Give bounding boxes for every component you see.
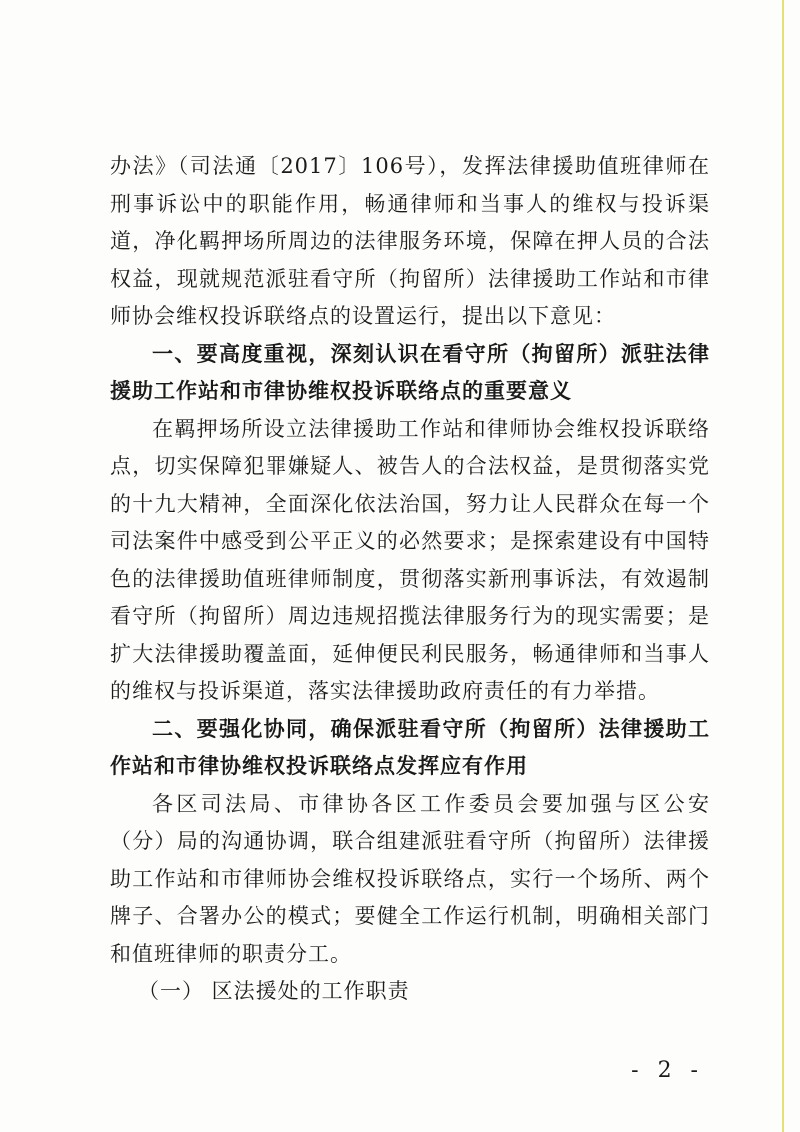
page-edge-line: [782, 0, 784, 1132]
page-number: - 2 -: [631, 1058, 704, 1083]
section-two-paragraph: 各区司法局、市律协各区工作委员会要加强与区公安（分）局的沟通协调，联合组建派驻看守所（拘留所）法律援助工作站和市律师协会维权投诉联络点，实行一个场所、两个牌子、合署办公的模式；要健全工作运行机制，明确相关部门和值班律师的职责分工。: [110, 791, 710, 966]
intro-paragraph: 办法》（司法通〔2017〕106号），发挥法律援助值班律师在刑事诉讼中的职能作用，畅通律师和当事人的维权与投诉渠道，净化羁押场所周边的法律服务环境，保障在押人员的合法权益，现就规范派驻看守所（拘留所）法律援助工作站和市律师协会维权投诉联络点的设置运行，提出以下意见：: [110, 154, 710, 328]
section-one-paragraph: 在羁押场所设立法律援助工作站和律师协会维权投诉联络点，切实保障犯罪嫌疑人、被告人的合法权益，是贯彻落实党的十九大精神，全面深化依法治国，努力让人民群众在每一个司法案件中感受到公平正义的必然要求；是探索建设有中国特色的法律援助值班律师制度，贯彻落实新刑事诉法，有效遏制看守所（拘留所）周边违规招揽法律服务行为的现实需要；是扩大法律援助覆盖面，延伸便民利民服务，畅通律师和当事人的维权与投诉渠道，落实法律援助政府责任的有力举措。: [110, 416, 710, 703]
section-one-heading: 一、要高度重视，深刻认识在看守所（拘留所）派驻法律援助工作站和市律协维权投诉联络点的重要意义: [110, 341, 710, 403]
section-two-heading: 二、要强化协同，确保派驻看守所（拘留所）法律援助工作站和市律协维权投诉联络点发挥应有作用: [110, 716, 710, 778]
document-body: [110, 148, 710, 1011]
subsection-heading: （一） 区法援处的工作职责: [138, 979, 410, 1003]
